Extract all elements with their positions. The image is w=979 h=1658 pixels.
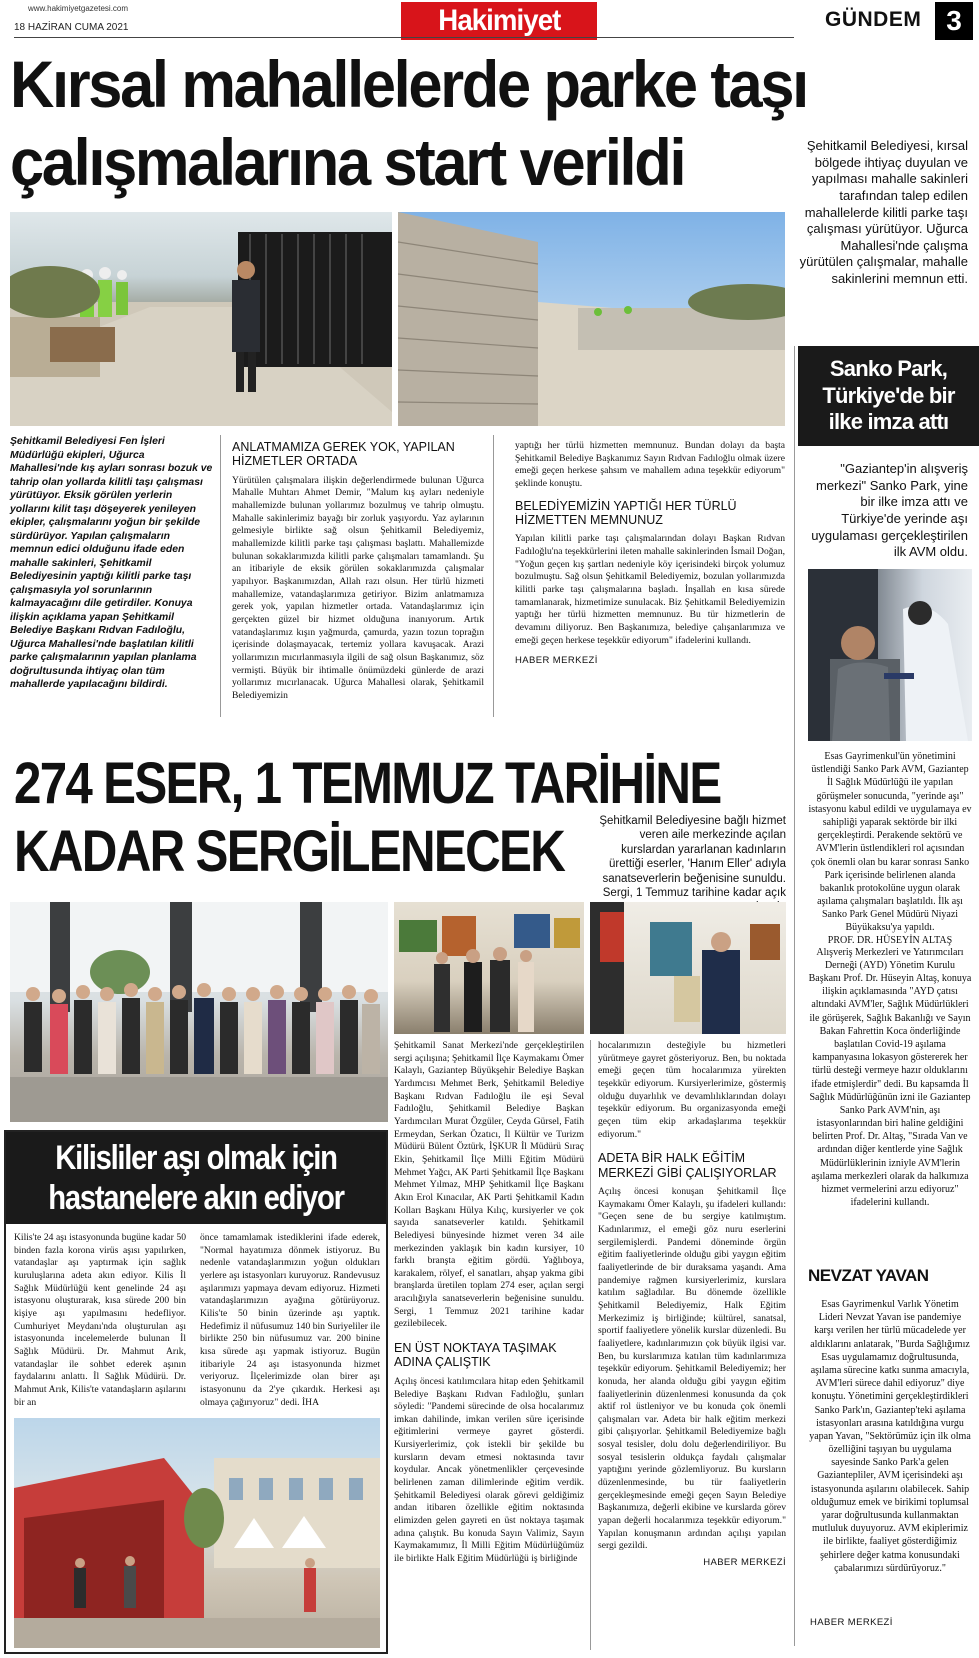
story1-col2-text: Yürütülen çalışmalara ilişkin değerlendirmede bulunan Uğurca Mahalle Muhtarı Ahmet Demir, "Malum kış ayları nedeniyle mahallemizde bulunan yollarımız bozulmuş ve tahrip olmuştu. Mahalle sakinlerimiz bayağı bir zorluk yaşıyordu. Yaz aylarının gelmesiyle birlikte sağ olsun Şehitkamil Belediyemiz, mahallemizde kilitli parke taşı çalışması başlattı. Mahallemizde bulunan sokaklarımızda kilitli parke çalışmaları tamamlandı. Şu an itibariyle de eksik görülen sokaklarımızda çalışmalar yapılıyor. Başkanımızdan, Allah razı olsun. Her türlü hizmeti mahallemize, vatandaşlarımıza getiriyor. Bizim anlatmamıza gerek yok, yapılan hizmetler ortada. Vatandaşlarımız için gerçekten güzel bir hizmet olduğuna inanıyorum. Artık vatandaşlarımız kışın yağmurda, çamurda, yazın tozun toprağın içerisinde dolaşmayacak, tertemiz yollara kavuşacak. Arazi yollarımızın mıcırlanmasıyla ilgili de sağ olsun Başkanımız, söz vermişti. Büyük bir ihtimalle önümüzdeki günlerde de arazi yollarımız mıcırlanacak. Uğurca Mahallesi olarak, Şehitkamil Belediyemizin	[232, 474, 484, 701]
story2-photo-paintings	[590, 902, 786, 1034]
story2-photo-group	[10, 902, 388, 1122]
section-label: GÜNDEM	[825, 8, 922, 31]
story1-col3a-text: yaptığı her türlü hizmetten memnunuz. Bundan dolayı da başta Şehitkamil Belediye Başkanımız Sayın Rıdvan Fadıloğlu olmak üzere emeği geçen herkese şahsım ve mahallem adına teşekkür ediyorum" şeklinde konuştu.	[515, 440, 785, 489]
header-rule	[14, 37, 794, 38]
sanko-photo-vaccination	[808, 569, 972, 741]
website-url[interactable]: www.hakimiyetgazetesi.com	[28, 4, 129, 13]
issue-date: 18 HAZİRAN CUMA 2021	[14, 22, 129, 33]
story2-photo-paintings-scene	[590, 902, 786, 1034]
story1-col3	[515, 440, 785, 666]
sanko-subhead-2: NEVZAT YAVAN	[808, 1266, 929, 1285]
story2-col1-text: Şehitkamil Sanat Merkezi'nde gerçekleştirilen sergi açılışına; Şehitkamil İlçe Kaymakamı Ömer Kalaylı, Gaziantep Büyükşehir Belediye Başkan Yardımcısı Mehmet Berk, Şehitkamil Belediye Başkanı Rıdvan Fadıloğlu ile eşi Seval Fadıloğlu, Şehitkamil Belediye Başkan Yardımcıları Murat Özgüler, Ceyda Gürsel, Fatih Ermeydan, Serkan Özatıcı, İl Kültür ve Turizm Müdürü Bülent Öztürk, İŞKUR İl Müdürü Sıraç Ekin, Şehitkamil İlçe Milli Eğitim Müdürü Mehmet Yağcı, AK Parti Şehitkamil İlçe Başkanı Mehmet Yılmaz, MHP Şehitkamil İlçe Başkanı Akın Erol Kınacılar, AK Parti Şehitkamil Kadın Kolları Başkanı Hülya Kılıç, kursiyerler ve çok sayıda sanatseverler katıldı. Şehitkamil Belediyesi bünyesinde hizmet veren 34 aile merkezinden yaklaşık bin kadın kursiyer, 10 farklı branşta eğitim gördü. Yağlıboya, karakalem, rölyef, el sanatları, ahşap yakma gibi branşlarda üretilen toplam 274 eser, açılan sergi aracılığıyla sanatseverlerin beğenisine sunuldu. Sergi, 1 Temmuz 2021 tarihine kadar gezilebilecek.	[394, 1040, 584, 1330]
sanko-body3: Esas Gayrimenkul Varlık Yönetim Lideri Nevzat Yavan ise pandemiye karşı verilen her türlü mücadelede yer aldıklarını anlatarak, "Burda Sağlığımız Esas uygulamamız doğrultusunda, aşılama sürecine katkı sunma amacıyla, AVM'leri sürece dahil ediyoruz" diye konuştu. Yönetimini gerçekleştirdikleri Sanko Park'ın, Gaziantep'teki aşılama istasyonları arasına katıldığına vurgu yapan Yavan, "Sektörümüz için ilk olma özelliğini taşıyan bu uygulama sayesinde Sanko Park'a gelen Gaziantepliler, AVM içerisindeki aşı istasyonunda aşılarını olabilecek. Sahip olduğumuz emek ve birikimi toplumsal yarar doğrultusunda kullanmaktan mutluluk duyuyoruz. AVM ekiplerimiz ile birlikte, faaliyet gösterdiğimiz şehirlere değer katma konusundaki çabalarımızı sürdürüyoruz."	[809, 1299, 971, 1574]
story2-intro: Şehitkamil Belediyesine bağlı hizmet veren aile merkezinde açılan kurslardan yararlanan kadınların ürettiği eserler, 'Hanım Eller' adıyla sanatseverlerin beğenisine sunuldu. Sergi, 1 Temmuz tarihine kadar açık	[599, 815, 786, 899]
story2-photo-group-scene	[10, 902, 388, 1122]
story2-col2	[598, 1040, 786, 1568]
sanko-subhead-1: PROF. DR. HÜSEYİN ALTAŞ	[827, 934, 953, 946]
story2-photo-gallery-scene	[394, 902, 584, 1034]
story1-lead: Şehitkamil Belediyesi Fen İşleri Müdürlüğü ekipleri, Uğurca Mahallesi'nde kış ayları sonrası bozuk ve tahrip olan yollarda kilitli taşı çalışması yürütüyor. Eksik görülen yerlerin yollarını kilit taşı döşeyerek yenileyen ekipler, çalışmalarını yoğun bir şekilde sürdürüyor. Yapılan çalışmaların memnun edici olduğunu ifade eden mahalle sakinleri, Şehitkamil Belediyesinin yaptığı kilitli parke taşı çalışmasıyla yol sorunlarının kalmayacağını dile getirdiler. Konuya ilişkin açıklama yapan Şehitkamil Belediye Başkanı Rıdvan Fadıloğlu, Uğurca Mahallesi'nde başlatılan kilitli parke çalışmalarının yapılan planlama doğrultusunda ihtiyaç olan tüm mahallerde yapılacağını bildirdi.	[10, 436, 213, 691]
story1-col2	[232, 440, 484, 703]
story1-photo-mayor-scene	[10, 212, 392, 426]
sidebar-divider	[794, 346, 795, 1646]
story1-subhead-2: BELEDİYEMİZİN YAPTIĞI HER TÜRLÜ HİZMETTEN MEMNUNUZ	[515, 498, 737, 527]
sanko-headline-box	[798, 346, 979, 446]
page-number: 3	[946, 5, 962, 36]
story2-subhead-1: EN ÜST NOKTAYA TAŞIMAK ADINA ÇALIŞTIK	[394, 1341, 557, 1370]
story1-col-rule-1	[220, 435, 221, 717]
page-number-box	[935, 2, 973, 40]
sanko-body2: Alışveriş Merkezleri ve Yatırımcıları Derneği (AYD) Yönetim Kurulu Başkanı Prof. Dr. Hüseyin Altaş, konuya ilişkin açıklamasında "AYD çatısı altındaki AVM'ler, Sağlık Müdürlükleri ile görüşerek, Sağlık Bakanlığı ve Sayın Bakan Fahrettin Koca önderliğinde başlatılan Covid-19 aşılama kampanyasına lokasyon göstererek her türlü desteği vermeye hazır olduklarını ifade etmişlerdir" dedi. Bu kapsamda İl Sağlık Müdürlüğünün izni ile Gaziantep Sanko Park AVM'nin, aşı istasyonlarından biri haline geldiğini belirten Prof. Dr. Altaş, "Sırada Van ve ardından diğer kentlerde yine Sağlık Müdürlüklerinin izniyle AVM'lerin aşılama merkezleri olarak da halkımıza hizmet vermelerini arzu ediyoruz" ifadelerini kullandı.	[808, 946, 972, 1209]
story1-subhead-1: ANLATMAMIZA GEREK YOK, YAPILAN HİZMETLER ORTADA	[232, 440, 455, 469]
story2-col2b-text: Açılış öncesi konuşan Şehitkamil İlçe Kaymakamı Ömer Kalaylı, şu ifadeleri kullandı: "Geçen sene de bu sergiye katılmıştım. Kadınlarımız, el emeği göz nuru eserlerini sergilemişlerdi. Pandemi döneminde örgün eğitim faaliyetlerinde olduğu gibi yaygın eğitim faaliyetlerinde de bir duraksama yaşandı. Ama pandemiye rağmen kursiyerlerimiz, kurslara katılım sağladılar. Bu dönemde özellikle Şehitkamil Belediyemiz, Halk Eğitim Merkezimiz iş birliğinde; kültürel, sanatsal, sportif faaliyetlere yönelik kurslar düzenledi. Bu faaliyetlere, kadınlarımızın çok büyük ilgisi var. Ben, bu kurslarımıza katılan tüm kadınlarımıza teşekkür ediyorum. Şehitkamil Belediyemiz; her konuda, her alanda olduğu gibi yaygın eğitim faaliyetlerinin düzenlenmesi konusunda da çok aktif rol üstleniyor ve bu konuda çok önemli çalışmaları var. Adeta bir halk eğitim merkezi gibi çalışıyorlar. Şehitkamil Belediyemize bağlı sosyal tesisler, dolu dolu değerlendiriliyor. Bu sosyal tesislerin oldukça faydalı çalışmalar yaptığını yerinde gözlemliyoruz. Bu kursların düzenlenmesinde, bu tür faaliyetlerin gerçekleşmesinde emeği geçen Sayın Belediye Başkanımıza, değerli ekibine ve kurslarda görev yapan değerli hocalarımıza teşekkür ediyorum." Yapılan konuşmanın ardından açılışı yapılan sergi gezildi.	[598, 1186, 786, 1552]
story1-photo-wall	[398, 212, 785, 426]
story3-col1: Kilis'te 24 aşı istasyonunda bugüne kadar 50 binden fazla korona virüs aşısı yapılırken, vatandaşlar aşı yaptırmak için sağlık kuruluşlarına adeta akın ediyor. Kilis İl Sağlık Müdürlüğü kent genelinde 24 aşı istasyonu oluşturarak, kısa sürede 200 bin kişiye aşı yapılmasını hedefliyor. Cumhuriyet Meydanı'nda oluşturulan aşı istasyonunda incelemelerde bulunan İl Sağlık Müdürü. Dr. Mahmut Arık, vatandaşlar ile sohbet ederek aşının faydalarını anlattı. İl Sağlık Müdürü. Dr. Mahmut Arık, Kilis'te vatandaşların aşılarını bir an	[14, 1232, 186, 1408]
story1-byline: HABER MERKEZİ	[515, 655, 598, 667]
story3-headline-band	[6, 1132, 386, 1224]
sanko-byline: HABER MERKEZİ	[810, 1617, 893, 1628]
story2-col1	[394, 1040, 584, 1566]
story1-col-rule-2	[493, 435, 494, 717]
masthead-logo-text: Hakimiyet	[437, 4, 561, 37]
sanko-body	[808, 750, 972, 1209]
story3-photo-tent	[14, 1418, 380, 1648]
story1-headline-line2: çalışmalarına start verildi	[10, 125, 685, 199]
story2-col1b-text: Açılış öncesi katılımcılara hitap eden Şehitkamil Belediye Başkanı Rıdvan Fadıloğlu, şunları söyledi: "Pandemi sürecinde de olsa hocalarımız imkan dahilinde, imkan verilen süre içerisinde eğitimlerini vermeye gayret gösterdi. Kursiyerlerimiz, çok istekli bir şekilde bu kursların devam etmesi noktasında tavır koydular. Ancak yönetmenlikler çerçevesinde belirlenen zaman dilimlerinde eğitim verdik. Şehitkamil Belediyesi olarak görevi geldiğimiz andan itibaren özellikle eğitim noktasında elimizden gelen gayreti en üst noktaya taşımak adına çalıştık. Bu konuda Sayın Valimiz, Sayın Kaymakamımız, İl Milli Eğitim Müdürlüğümüz ile birlikte Halk Eğitim Müdürlüğü iş birliğinde	[394, 1375, 584, 1565]
story2-byline: HABER MERKEZİ	[703, 1557, 786, 1569]
story3-headline-line1: Kilisliler aşı olmak için	[55, 1139, 337, 1177]
story1-intro: Şehitkamil Belediyesi, kırsal bölgede ihtiyaç duyulan ve yapılması mahalle sakinleri tarafından talep edilen mahallelerde kilitli parke taşı çalışması yürütüyor. Uğurca Mahallesi'nde çalışma yürütülen çalışmalar, mahalle sakinlerini memnun etti.	[799, 138, 968, 286]
story2-col-rule	[590, 1040, 591, 1650]
story2-col2a-text: hocalarımızın desteğiyle bu hizmetleri yürütmeye gayret gösteriyoruz. Ben, bu noktada emeği geçen tüm hocalarımıza yürekten teşekkür ediyorum. Kursiyerlerimize, göstermiş olduğu duyarlılık ve devamlılıklarından dolayı teşekkür ediyorum. Bu organizasyonda emeği geçen tüm ekip arkadaşlarıma teşekkür ediyorum."	[598, 1040, 786, 1140]
story1-headline-line1: Kırsal mahallelerde parke taşı	[10, 47, 807, 121]
story1-col3b-text: Yapılan kilitli parke taşı çalışmalarından dolayı Başkan Rıdvan Fadıloğlu'na teşekkürlerini ileten mahalle sakinlerinden İsmail Doğan, "Yoğun geçen kış şartları nedeniyle köy içerisindeki birçok yolumuz bozulmuştu. Sağ olsun Şehitkamil Belediyemiz, bozulan yollarımızda kilitli parke taşı çalışmalarına başladı. İnşallah en kısa sürede tamamlanarak, hizmetimize sunulacak. Biz Şehitkamil Belediyemizin yaptığı her türlü hizmetten memnunuz. Bu tür hizmetlerin de devamını diliyoruz. Ben Başkanımıza, belediye çalışanlarımıza ve emeği geçen herkese teşekkür ediyorum" ifadelerini kullandı.	[515, 533, 786, 646]
story1-photo-wall-scene	[398, 212, 785, 426]
story2-subhead-2: ADETA BİR HALK EĞİTİM MERKEZİ GİBİ ÇALIŞIYORLAR	[598, 1151, 777, 1180]
story3-headline-line2: hastanelere akın ediyor	[48, 1179, 344, 1217]
story3-box	[4, 1130, 388, 1654]
story3-photo-tent-scene	[14, 1418, 380, 1648]
story3-col2: önce tamamlamak istediklerini ifade ederek, "Normal hayatımıza dönmek istiyoruz. Bu nedenle vatandaşlarımızın yoğun oldukları yerlere aşı istasyonları kuruyoruz. Randevusuz aşılarımızı yapmaya devam ediyoruz. Hizmeti vatandaşlarımızın ayağına götürüyoruz. Kilis'te 50 binin üzerinde aşı yaptık. Hedefimiz il nüfusumuz 140 bin Suriyeliler ile birlikte 250 bin nüfusumuz var. 200 binine kısa sürede aşı yapmak istiyoruz. Bugün itibariyle 24 aşı istasyonunda hizmet veriyoruz. İlçelerimizde olan birer aşı istasyonunu da 2'ye çıkardık. Herkesi aşı olmaya çağırıyoruz" dedi. İHA	[200, 1232, 380, 1408]
masthead-logo[interactable]	[401, 2, 597, 40]
sanko-headline: Sanko Park, Türkiye'de bir ilke imza attı	[822, 356, 955, 435]
story1-photo-mayor	[10, 212, 392, 426]
story2-photo-gallery	[394, 902, 584, 1034]
story2-headline-line1: 274 ESER, 1 TEMMUZ TARİHİNE	[14, 751, 721, 816]
sanko-intro: "Gaziantep'in alışveriş merkezi" Sanko Park, yine bir ilke imza attı ve Türkiye'de yerinde aşı uygulaması gerçekleştirilen ilk AVM oldu.	[811, 461, 968, 560]
sanko-photo-scene	[808, 569, 972, 741]
sanko-body1: Esas Gayrimenkul'ün yönetimini üstlendiği Sanko Park AVM, Gaziantep İl Sağlık Müdürlüğü ile yapılan görüşmeler sonucunda, "yerinde aşı" istasyonu kabul edildi ve uygulamaya ev sahipliği yaparak sektörde bir ilki gerçekleştirdi. Perakende sektörü ve AVM'lerin üstlendikleri rol açısından çok önemli olan bu karar sonrası Sanko Park içerisinde belirlenen alanda bakanlık protokolüne uygun olarak aşılama çalışmaları başlatıldı. İlk aşı Sanko Park Genel Müdürü Niyazi Büyükaksu'ya yapıldı.	[808, 751, 972, 934]
story2-headline-line2: KADAR SERGİLENECEK	[14, 819, 565, 884]
